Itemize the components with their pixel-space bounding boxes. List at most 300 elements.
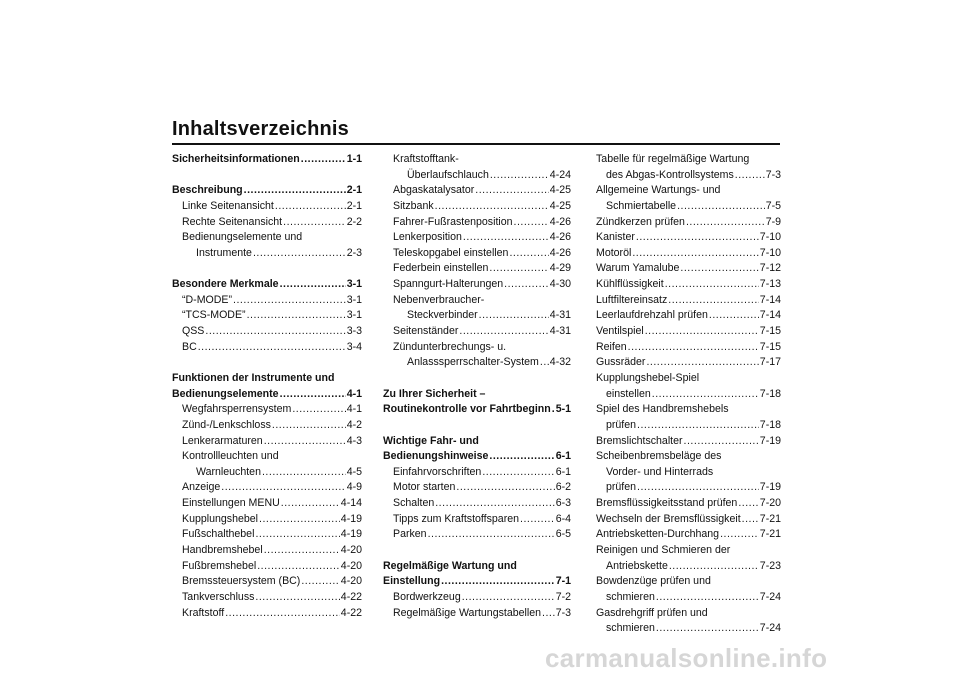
toc-page-number: 7-14 <box>759 309 781 322</box>
toc-dot-leader <box>441 574 555 590</box>
toc-page-number: 4-20 <box>340 575 362 588</box>
toc-dot-leader <box>542 606 555 622</box>
toc-spacer <box>383 418 571 434</box>
toc-entry-title: Zündunterbrechungs- u. <box>393 340 507 353</box>
toc-dot-leader <box>301 574 339 590</box>
toc-page-number: 4-14 <box>340 497 362 510</box>
toc-entry-title: Motor starten <box>393 481 456 494</box>
toc-entry <box>596 449 781 465</box>
toc-entry <box>596 324 781 340</box>
toc-page-number: 6-1 <box>555 450 571 463</box>
toc-entry <box>383 590 571 606</box>
toc-dot-leader <box>275 199 346 215</box>
toc-dot-leader <box>668 293 759 309</box>
toc-entry-title: Bordwerkzeug <box>393 590 461 603</box>
toc-entry-title: Kühlflüssigkeit <box>596 278 664 291</box>
toc-entry-title: prüfen <box>606 481 637 494</box>
toc-page-number: 4-20 <box>340 559 362 572</box>
toc-page-number: 7-12 <box>759 262 781 275</box>
toc-entry <box>172 340 362 356</box>
toc-entry-title: Steckverbinder <box>407 309 478 322</box>
toc-dot-leader <box>509 246 548 262</box>
toc-entry <box>172 246 362 262</box>
toc-page-number: 4-30 <box>549 278 571 291</box>
toc-page-number: 4-31 <box>549 309 571 322</box>
toc-page-number: 7-18 <box>759 418 781 431</box>
toc-entry-title: Federbein einstellen <box>393 262 489 275</box>
toc-dot-leader <box>257 559 340 575</box>
toc-entry-title: Schalten <box>393 497 435 510</box>
toc-page-number: 4-25 <box>549 199 571 212</box>
toc-entry <box>596 168 781 184</box>
toc-entry <box>596 230 781 246</box>
toc-spacer <box>383 543 571 559</box>
toc-entry <box>383 465 571 481</box>
toc-dot-leader <box>656 590 759 606</box>
toc-entry-title: Funktionen der Instrumente und <box>172 371 335 384</box>
toc-page-number: 4-3 <box>346 434 362 447</box>
toc-dot-leader <box>636 230 759 246</box>
toc-entry <box>172 293 362 309</box>
toc-entry <box>596 371 781 387</box>
toc-entry <box>383 606 571 622</box>
toc-dot-leader <box>742 512 759 528</box>
toc-page-number: 2-3 <box>346 246 362 259</box>
toc-entry <box>172 480 362 496</box>
toc-dot-leader <box>684 434 759 450</box>
toc-dot-leader <box>490 168 549 184</box>
toc-entry-title: Einstellung <box>383 575 441 588</box>
toc-page-number: 4-1 <box>346 387 362 400</box>
toc-entry <box>596 277 781 293</box>
toc-section-entry <box>172 183 362 199</box>
toc-entry-title: Bremsflüssigkeitsstand prüfen <box>596 497 738 510</box>
toc-page-number: 6-1 <box>555 465 571 478</box>
toc-entry-title: Handbremshebel <box>182 544 263 557</box>
toc-entry-title: Leerlaufdrehzahl prüfen <box>596 309 708 322</box>
toc-entry-title: Sitzbank <box>393 199 434 212</box>
toc-entry <box>172 402 362 418</box>
toc-dot-leader <box>680 261 758 277</box>
toc-page-number: 4-19 <box>340 528 362 541</box>
toc-entry-title: Sicherheitsinformationen <box>172 153 300 165</box>
toc-entry-title: Wegfahrsperrensystem <box>182 403 292 416</box>
toc-column-2 <box>383 152 571 621</box>
toc-entry <box>596 496 781 512</box>
toc-entry-title: Besondere Merkmale <box>172 278 279 291</box>
toc-entry <box>383 215 571 231</box>
toc-entry <box>172 449 362 465</box>
toc-dot-leader <box>253 246 346 262</box>
toc-page-number: 7-9 <box>765 215 781 228</box>
toc-page-number: 4-5 <box>346 465 362 478</box>
toc-entry-title: Anzeige <box>182 481 221 494</box>
toc-entry-title: “D-MODE” <box>182 293 233 306</box>
toc-entry <box>383 230 571 246</box>
toc-dot-leader <box>552 402 555 418</box>
toc-entry-title: Gasdrehgriff prüfen und <box>596 606 708 619</box>
toc-dot-leader <box>301 152 346 168</box>
toc-entry <box>172 574 362 590</box>
toc-entry <box>596 215 781 231</box>
toc-entry-title: Überlaufschlauch <box>407 168 489 181</box>
toc-entry-title: Instrumente <box>196 246 252 259</box>
toc-page-number: 2-2 <box>346 215 362 228</box>
toc-entry-title: Luftfiltereinsatz <box>596 293 668 306</box>
toc-dot-leader <box>540 355 549 371</box>
toc-entry-title: Zünd-/Lenkschloss <box>182 418 271 431</box>
toc-section-entry <box>172 277 362 293</box>
toc-dot-leader <box>225 606 340 622</box>
toc-entry-title: Bedienungselemente und <box>182 231 303 244</box>
toc-entry <box>172 308 362 324</box>
toc-entry <box>383 293 571 309</box>
toc-page-number: 7-2 <box>555 590 571 603</box>
toc-entry <box>383 324 571 340</box>
toc-entry <box>596 559 781 575</box>
toc-dot-leader <box>233 293 346 309</box>
toc-entry <box>596 480 781 496</box>
toc-page-number: 7-15 <box>759 340 781 353</box>
toc-page-number: 7-24 <box>759 590 781 603</box>
toc-entry-title: Regelmäßige Wartung und <box>383 559 517 572</box>
toc-entry <box>596 387 781 403</box>
toc-entry-title: Spiel des Handbremshebels <box>596 403 729 416</box>
toc-entry-title: Kanister <box>596 231 635 244</box>
toc-entry <box>172 434 362 450</box>
toc-dot-leader <box>259 512 340 528</box>
toc-dot-leader <box>462 590 555 606</box>
toc-entry <box>383 496 571 512</box>
toc-dot-leader <box>632 246 758 262</box>
toc-entry <box>172 215 362 231</box>
toc-dot-leader <box>255 590 339 606</box>
page-title: Inhaltsverzeichnis <box>172 118 349 140</box>
toc-entry-title: Nebenverbraucher- <box>393 293 485 306</box>
toc-entry-title: “TCS-MODE” <box>182 309 246 322</box>
toc-entry-title: Kupplungshebel-Spiel <box>596 371 700 384</box>
toc-spacer <box>172 261 362 277</box>
toc-page-number: 7-19 <box>759 481 781 494</box>
toc-entry <box>383 527 571 543</box>
toc-entry <box>596 246 781 262</box>
toc-section-entry <box>383 402 571 418</box>
toc-entry-title: Wechseln der Bremsflüssigkeit <box>596 512 741 525</box>
toc-entry <box>383 261 571 277</box>
toc-section-entry <box>383 559 571 575</box>
toc-entry <box>596 606 781 622</box>
toc-entry <box>596 590 781 606</box>
toc-entry-title: Tipps zum Kraftstoffsparen <box>393 512 520 525</box>
toc-spacer <box>383 371 571 387</box>
toc-dot-leader <box>435 496 554 512</box>
toc-entry-title: Linke Seitenansicht <box>182 199 274 212</box>
toc-dot-leader <box>720 527 759 543</box>
toc-section-entry <box>172 371 362 387</box>
toc-page-number: 7-10 <box>759 231 781 244</box>
watermark-text: carmanualsonline.info <box>545 643 828 673</box>
toc-entry-title: Warnleuchten <box>196 465 261 478</box>
toc-entry <box>596 293 781 309</box>
toc-page-number: 6-4 <box>555 512 571 525</box>
toc-entry <box>172 527 362 543</box>
toc-dot-leader <box>435 199 549 215</box>
toc-dot-leader <box>244 183 346 199</box>
toc-dot-leader <box>652 387 759 403</box>
toc-dot-leader <box>669 559 759 575</box>
toc-page-number: 7-21 <box>759 512 781 525</box>
toc-entry-title: Kraftstoff <box>182 606 225 619</box>
toc-dot-leader <box>262 465 346 481</box>
toc-page-number: 4-31 <box>549 325 571 338</box>
toc-page-number: 6-5 <box>555 528 571 541</box>
toc-entry <box>596 152 781 168</box>
toc-entry-title: Zu Ihrer Sicherheit – <box>383 387 486 400</box>
toc-entry <box>383 199 571 215</box>
toc-dot-leader <box>456 480 554 496</box>
toc-entry-title: Motoröl <box>596 246 632 259</box>
toc-page-number: 7-10 <box>759 246 781 259</box>
toc-section-entry <box>383 434 571 450</box>
toc-page-number: 7-15 <box>759 325 781 338</box>
toc-page-number: 7-19 <box>759 434 781 447</box>
toc-entry <box>596 512 781 528</box>
toc-entry <box>596 261 781 277</box>
toc-page-number: 4-29 <box>549 262 571 275</box>
toc-entry <box>172 199 362 215</box>
toc-dot-leader <box>482 465 554 481</box>
toc-entry <box>172 418 362 434</box>
toc-dot-leader <box>646 355 758 371</box>
toc-entry <box>596 574 781 590</box>
toc-entry-title: Reinigen und Schmieren der <box>596 544 731 557</box>
toc-entry-title: Lenkerarmaturen <box>182 434 263 447</box>
toc-entry-title: BC <box>182 340 197 353</box>
toc-entry-title: Bremssteuersystem (BC) <box>182 575 301 588</box>
toc-entry <box>172 465 362 481</box>
toc-dot-leader <box>428 527 555 543</box>
toc-entry-title: Kupplungshebel <box>182 512 258 525</box>
toc-section-entry <box>383 449 571 465</box>
toc-entry <box>596 340 781 356</box>
toc-entry-title: Parken <box>393 528 427 541</box>
toc-entry <box>383 308 571 324</box>
toc-entry-title: Gussräder <box>596 356 646 369</box>
toc-page-number: 3-1 <box>346 278 362 291</box>
toc-section-entry <box>383 574 571 590</box>
toc-page-number: 4-22 <box>340 590 362 603</box>
toc-entry-title: Bremslichtschalter <box>596 434 683 447</box>
toc-entry-title: Ventilspiel <box>596 325 644 338</box>
toc-spacer <box>172 355 362 371</box>
toc-entry <box>383 152 571 168</box>
toc-page-number: 3-4 <box>346 340 362 353</box>
toc-page-number: 7-5 <box>765 199 781 212</box>
toc-dot-leader <box>247 308 346 324</box>
toc-entry-title: Wichtige Fahr- und <box>383 434 479 447</box>
toc-page-number: 4-2 <box>346 418 362 431</box>
toc-dot-leader <box>264 434 346 450</box>
toc-dot-leader <box>255 527 339 543</box>
toc-dot-leader <box>686 215 765 231</box>
toc-entry <box>596 308 781 324</box>
toc-page-number: 7-20 <box>759 497 781 510</box>
toc-entry <box>596 355 781 371</box>
toc-entry-title: Reifen <box>596 340 627 353</box>
toc-entry-title: prüfen <box>606 418 637 431</box>
toc-dot-leader <box>283 215 346 231</box>
toc-dot-leader <box>280 387 346 403</box>
toc-dot-leader <box>520 512 555 528</box>
toc-entry-title: Scheibenbremsbeläge des <box>596 450 722 463</box>
toc-entry <box>172 606 362 622</box>
toc-entry-title: Einstellungen MENU <box>182 497 280 510</box>
toc-page-number: 3-1 <box>346 293 362 306</box>
toc-page-number: 4-24 <box>549 168 571 181</box>
toc-entry <box>172 543 362 559</box>
toc-dot-leader <box>479 308 549 324</box>
toc-entry-title: Bedienungshinweise <box>383 450 489 463</box>
toc-page-number: 7-17 <box>759 356 781 369</box>
toc-entry <box>596 434 781 450</box>
toc-entry <box>383 246 571 262</box>
toc-page-number: 7-23 <box>759 559 781 572</box>
toc-entry-title: Fußbremshebel <box>182 559 257 572</box>
toc-entry-title: Seitenständer <box>393 325 459 338</box>
toc-page-number: 2-1 <box>346 199 362 212</box>
toc-entry-title: Einfahrvorschriften <box>393 465 482 478</box>
toc-entry <box>596 418 781 434</box>
toc-dot-leader <box>637 480 759 496</box>
toc-page-number: 4-25 <box>549 184 571 197</box>
toc-dot-leader <box>735 168 765 184</box>
toc-page-number: 3-1 <box>346 309 362 322</box>
toc-page-number: 4-20 <box>340 544 362 557</box>
toc-entry <box>596 183 781 199</box>
toc-dot-leader <box>459 324 548 340</box>
toc-column-1 <box>172 152 362 621</box>
toc-entry-title: QSS <box>182 325 205 338</box>
toc-dot-leader <box>656 621 759 637</box>
toc-entry-title: Routinekontrolle vor Fahrtbeginn <box>383 403 551 416</box>
toc-section-entry <box>172 387 362 403</box>
toc-page-number: 4-32 <box>549 356 571 369</box>
toc-page-number: 4-9 <box>346 481 362 494</box>
toc-page-number: 4-26 <box>549 215 571 228</box>
toc-entry-title: Beschreibung <box>172 184 243 197</box>
toc-entry-title: Regelmäßige Wartungstabellen <box>393 606 541 619</box>
toc-page-number: 7-3 <box>765 168 781 181</box>
toc-dot-leader <box>264 543 340 559</box>
toc-dot-leader <box>628 340 759 356</box>
toc-entry <box>172 590 362 606</box>
toc-dot-leader <box>292 402 345 418</box>
title-rule <box>172 143 780 145</box>
toc-entry <box>383 340 571 356</box>
toc-entry <box>172 512 362 528</box>
toc-entry <box>596 527 781 543</box>
toc-entry-title: Vorder- und Hinterrads <box>606 465 714 478</box>
toc-page-number: 7-24 <box>759 622 781 635</box>
toc-section-entry <box>383 387 571 403</box>
toc-dot-leader <box>281 496 340 512</box>
toc-dot-leader <box>205 324 345 340</box>
toc-dot-leader <box>645 324 759 340</box>
toc-entry-title: Kontrollleuchten und <box>182 450 279 463</box>
toc-dot-leader <box>504 277 549 293</box>
toc-entry <box>383 480 571 496</box>
toc-entry-title: schmieren <box>606 622 655 635</box>
toc-page-number: 7-13 <box>759 278 781 291</box>
toc-dot-leader <box>463 230 549 246</box>
toc-entry <box>596 621 781 637</box>
toc-entry-title: Antriebsketten-Durchhang <box>596 528 720 541</box>
toc-page-number: 1-1 <box>346 153 362 165</box>
toc-dot-leader <box>637 418 759 434</box>
toc-entry-title: Bedienungselemente <box>172 387 279 400</box>
toc-page-number: 7-1 <box>555 575 571 588</box>
toc-entry-title: Warum Yamalube <box>596 262 680 275</box>
toc-dot-leader <box>489 261 548 277</box>
toc-dot-leader <box>475 183 549 199</box>
toc-entry-title: Schmiertabelle <box>606 199 677 212</box>
toc-entry <box>596 199 781 215</box>
toc-page-number: 6-3 <box>555 497 571 510</box>
toc-page-number: 7-21 <box>759 528 781 541</box>
toc-dot-leader <box>709 308 759 324</box>
toc-entry-title: schmieren <box>606 590 655 603</box>
toc-section-entry <box>172 152 362 168</box>
toc-entry-title: Spanngurt-Halterungen <box>393 278 504 291</box>
toc-entry-title: Lenkerposition <box>393 231 462 244</box>
toc-entry <box>383 355 571 371</box>
toc-dot-leader <box>738 496 758 512</box>
toc-entry <box>596 402 781 418</box>
toc-entry <box>596 465 781 481</box>
toc-page-number: 4-22 <box>340 606 362 619</box>
toc-entry-title: Kraftstofftank- <box>393 153 459 165</box>
toc-entry-title: Tankverschluss <box>182 590 255 603</box>
toc-entry <box>383 183 571 199</box>
toc-entry-title: Antriebskette <box>606 559 668 572</box>
toc-entry-title: Allgemeine Wartungs- und <box>596 184 721 197</box>
toc-entry <box>172 324 362 340</box>
toc-dot-leader <box>280 277 346 293</box>
toc-entry-title: einstellen <box>606 387 651 400</box>
toc-entry-title: Rechte Seitenansicht <box>182 215 283 228</box>
toc-entry <box>172 496 362 512</box>
toc-entry <box>596 543 781 559</box>
toc-dot-leader <box>198 340 346 356</box>
toc-dot-leader <box>514 215 549 231</box>
toc-page-number: 4-1 <box>346 403 362 416</box>
toc-entry <box>172 230 362 246</box>
toc-page-number: 2-1 <box>346 184 362 197</box>
toc-page-number: 4-26 <box>549 231 571 244</box>
toc-entry-title: Zündkerzen prüfen <box>596 215 685 228</box>
toc-entry-title: Fußschalthebel <box>182 528 255 541</box>
toc-spacer <box>172 168 362 184</box>
toc-page-number: 7-18 <box>759 387 781 400</box>
toc-entry <box>383 277 571 293</box>
toc-page-number: 7-3 <box>555 606 571 619</box>
toc-entry-title: Bowdenzüge prüfen und <box>596 575 711 588</box>
toc-dot-leader <box>677 199 765 215</box>
toc-page-number: 4-19 <box>340 512 362 525</box>
toc-entry <box>383 512 571 528</box>
toc-column-3 <box>596 152 781 637</box>
toc-entry-title: Tabelle für regelmäßige Wartung <box>596 153 750 165</box>
